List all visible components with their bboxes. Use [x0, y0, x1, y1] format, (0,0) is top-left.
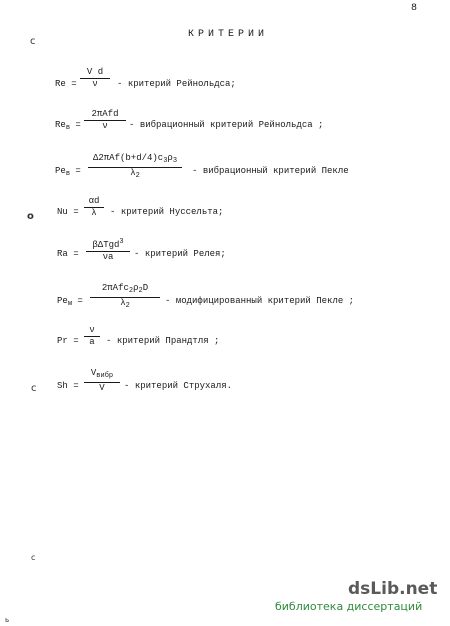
formula-fraction [90, 283, 160, 312]
numerator-text: Δ2πAf(b+d/4)c [92, 153, 164, 163]
formula-fraction [80, 67, 110, 90]
numerator-text: ρ [167, 153, 173, 163]
margin-mark: с [31, 383, 37, 394]
fraction-denominator: νa [102, 252, 114, 262]
lhs-subscript: в [65, 124, 71, 132]
page-number: 8 [411, 3, 418, 14]
description-text: критерий Релея; [144, 249, 226, 259]
formula-fraction [88, 153, 182, 182]
fraction-numerator: 2πAfd [91, 109, 119, 119]
description-text: критерий Рейнольдса; [127, 79, 236, 89]
formula-description: - критерий Релея; [134, 249, 226, 259]
fraction-numerator [84, 368, 120, 382]
lhs-symbol: Sh [57, 381, 68, 391]
formula-description: - критерий Прандтля ; [106, 336, 220, 346]
fraction-denominator: λ [91, 208, 97, 218]
description-text: критерий Струхаля. [134, 381, 233, 391]
numerator-text: ρ [133, 283, 139, 293]
formula-description: - критерий Рейнольдса; [117, 79, 236, 89]
fraction-denominator [88, 168, 182, 182]
lhs-symbol: Pe [57, 296, 68, 306]
lhs-subscript: м [67, 300, 73, 308]
formula-lhs: Nu = [57, 207, 79, 217]
lhs-subscript: в [65, 170, 71, 178]
page-title: КРИТЕРИИ [188, 29, 269, 40]
margin-mark: с [31, 553, 36, 562]
lhs-symbol: Ra [57, 249, 68, 259]
formula-description: - вибрационный критерий Рейнольдса ; [129, 120, 324, 130]
fraction-denominator: a [89, 337, 95, 347]
formula-description: - модифицированный критерий Пекле ; [165, 296, 355, 306]
formula-description: - критерий Струхаля. [124, 381, 233, 391]
fraction-numerator: αd [88, 196, 100, 206]
fraction-numerator [90, 283, 160, 297]
numerator-subscript: 2 [138, 287, 143, 295]
numerator-subscript: 3 [172, 157, 178, 165]
watermark-logo [348, 579, 437, 599]
formula-lhs: $Pe_м$ = [57, 296, 83, 308]
numerator-subscript: вибр [96, 372, 114, 380]
denominator-text: λ [120, 298, 126, 308]
numerator-text: D [142, 283, 149, 293]
fraction-denominator: ν [102, 121, 108, 131]
formula-lhs: $Re_в$ = [55, 120, 81, 132]
fraction-denominator [90, 298, 160, 312]
description-text: вибрационный критерий Рейнольдса ; [139, 120, 324, 130]
lhs-symbol: Re [55, 79, 66, 89]
watermark-tagline: библиотека диссертаций [275, 600, 423, 613]
description-text: критерий Нуссельта; [120, 207, 224, 217]
lhs-symbol: Pe [55, 166, 66, 176]
formula-lhs: Sh = [57, 381, 79, 391]
margin-mark: о [27, 211, 34, 222]
numerator-text: βΔTgd [92, 240, 120, 250]
denominator-subscript: 2 [125, 302, 130, 310]
numerator-superscript: 3 [119, 238, 124, 246]
formula-fraction [84, 196, 104, 219]
numerator-subscript: 2 [128, 287, 134, 295]
margin-mark: ь [5, 616, 10, 624]
formula-lhs: Ra = [57, 249, 79, 259]
watermark-brand: dsLib.net [348, 579, 438, 599]
fraction-denominator: ν [92, 79, 98, 89]
numerator-text: V [90, 368, 97, 378]
lhs-symbol: Nu [57, 207, 68, 217]
formula-lhs: $Pe_в$ = [55, 166, 81, 178]
formula-lhs: Pr = [57, 336, 79, 346]
numerator-subscript: 3 [163, 157, 168, 165]
fraction-numerator [88, 153, 182, 167]
margin-mark: с [30, 36, 36, 47]
description-text: вибрационный критерий Пекле [202, 166, 349, 176]
lhs-symbol: Pr [57, 336, 68, 346]
denominator-text: λ [130, 168, 136, 178]
lhs-symbol: Re [55, 120, 66, 130]
fraction-numerator: ν [89, 325, 95, 335]
fraction-numerator: V d [86, 67, 104, 77]
formula-fraction [86, 237, 130, 263]
formula-fraction [84, 368, 120, 394]
description-text: критерий Прандтля ; [116, 336, 220, 346]
numerator-text: 2πAfc [101, 283, 129, 293]
fraction-denominator: V [99, 383, 105, 393]
formula-fraction [84, 325, 100, 348]
formula-fraction [84, 109, 126, 132]
denominator-subscript: 2 [135, 172, 140, 180]
fraction-numerator [86, 237, 130, 251]
formula-description: - критерий Нуссельта; [110, 207, 224, 217]
formula-description: - вибрационный критерий Пекле [192, 166, 349, 176]
description-text: модифицированный критерий Пекле ; [175, 296, 355, 306]
formula-lhs: Re = [55, 79, 77, 89]
